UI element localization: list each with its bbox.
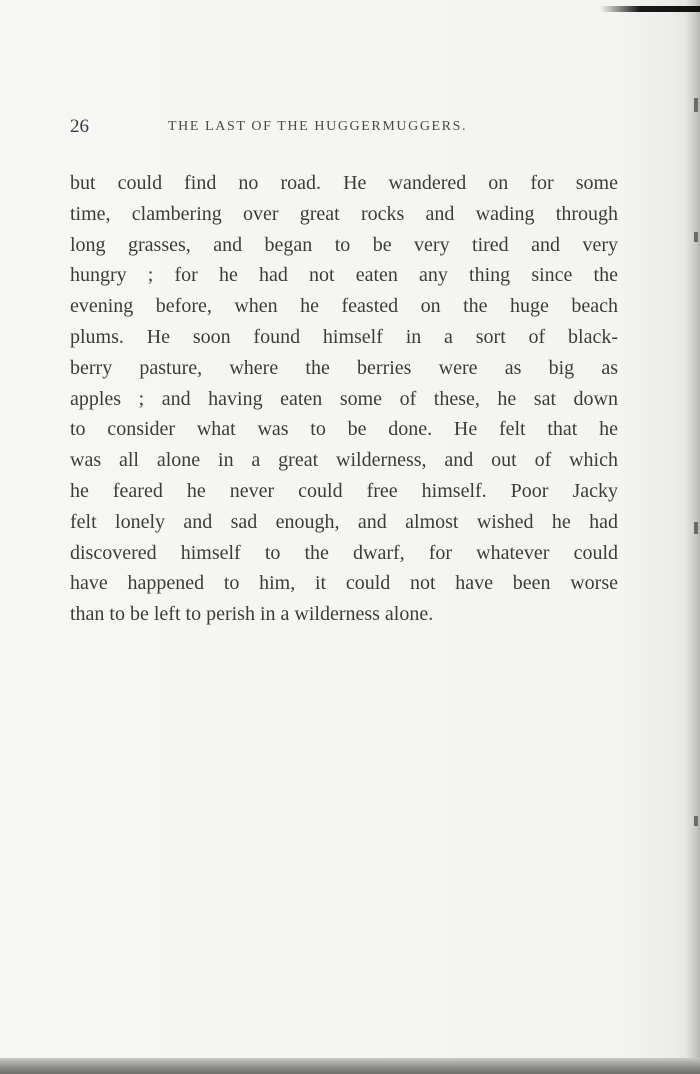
text-line: felt lonely and sad enough, and almost wished he had	[70, 510, 618, 533]
page-edge-rule	[600, 6, 700, 12]
running-head	[70, 116, 530, 142]
text-line: plums. He soon found himself in a sort of black-	[70, 325, 618, 348]
text-line: have happened to him, it could not have been worse	[70, 572, 618, 595]
text-line: discovered himself to the dwarf, for whatever could	[70, 541, 618, 564]
margin-mark	[694, 232, 698, 242]
margin-mark	[694, 816, 698, 826]
text-line: time, clambering over great rocks and wading through	[70, 202, 618, 225]
text-line: evening before, when he feasted on the huge beach	[70, 295, 618, 318]
page-edge-shadow	[686, 0, 700, 1074]
text-line: than to be left to perish in a wilderness alone.	[70, 603, 434, 626]
text-line: to consider what was to be done. He felt that he	[70, 418, 618, 441]
text-line: long grasses, and began to be very tired and very	[70, 233, 618, 256]
text-line: hungry ; for he had not eaten any thing since the	[70, 264, 618, 287]
page-number: 26	[70, 116, 89, 137]
text-line: berry pasture, where the berries were as big as	[70, 356, 618, 379]
text-line: apples ; and having eaten some of these, he sat down	[70, 387, 618, 410]
body-paragraph	[70, 168, 618, 630]
margin-mark	[694, 98, 698, 112]
text-line: he feared he never could free himself. Poor Jacky	[70, 479, 618, 502]
margin-mark	[694, 522, 698, 534]
text-line: but could find no road. He wandered on for some	[70, 172, 618, 194]
text-line: was all alone in a great wilderness, and out of which	[70, 449, 618, 472]
running-title: THE LAST OF THE HUGGERMUGGERS.	[168, 119, 468, 134]
page-bottom-edge	[0, 1058, 700, 1074]
